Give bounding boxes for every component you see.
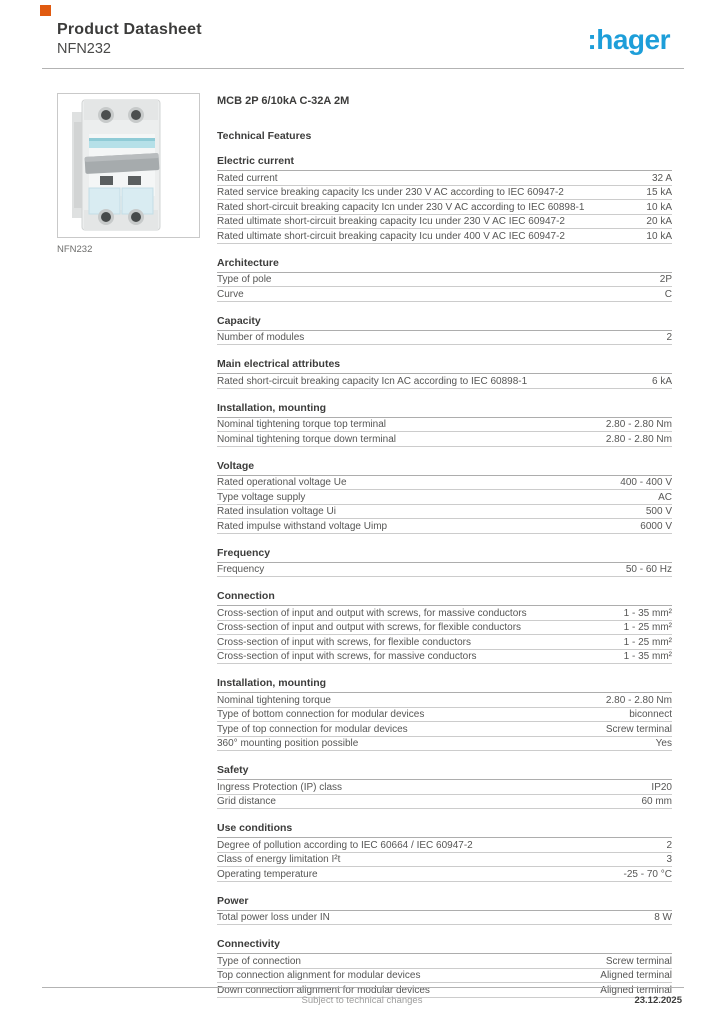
spec-label: Type of bottom connection for modular devices — [217, 709, 425, 720]
spec-row — [217, 273, 672, 288]
spec-label: Rated ultimate short-circuit breaking capacity Icu under 400 V AC IEC 60947-2 — [217, 230, 565, 242]
section-heading: Architecture — [217, 257, 672, 273]
spec-label: Class of energy limitation I²t — [217, 854, 341, 865]
spec-section — [217, 895, 672, 926]
section-heading: Use conditions — [217, 822, 672, 838]
spec-row — [217, 708, 672, 723]
spec-row — [217, 505, 672, 520]
spec-label: Rated impulse withstand voltage Uimp — [217, 520, 388, 532]
spec-label: Cross-section of input with screws, for flexible conductors — [217, 636, 471, 648]
spec-label: Type voltage supply — [217, 491, 306, 503]
product-image — [57, 93, 200, 238]
spec-label: Operating temperature — [217, 868, 318, 880]
section-heading: Electric current — [217, 155, 672, 171]
spec-section — [217, 547, 672, 578]
spec-row — [217, 331, 672, 346]
spec-row — [217, 418, 672, 433]
spec-row — [217, 954, 672, 969]
spec-row — [217, 606, 672, 621]
spec-label: Rated short-circuit breaking capacity Icn under 230 V AC according to IEC 60898-1 — [217, 201, 585, 213]
spec-section — [217, 590, 672, 664]
spec-value: 500 V — [645, 506, 672, 517]
section-rows — [217, 911, 672, 926]
spec-value: IP20 — [651, 781, 672, 793]
spec-row — [217, 186, 672, 201]
section-heading: Capacity — [217, 315, 672, 331]
section-rows — [217, 331, 672, 346]
page-title: Product Datasheet — [57, 21, 202, 38]
spec-label: Cross-section of input and output with screws, for flexible conductors — [217, 622, 522, 633]
product-title: MCB 2P 6/10kA C-32A 2M — [217, 95, 350, 107]
spec-label: Frequency — [217, 564, 265, 575]
spec-label: Degree of pollution according to IEC 60664 / IEC 60947-2 — [217, 839, 473, 851]
spec-section — [217, 402, 672, 447]
spec-value: 60 mm — [641, 796, 672, 807]
spec-row — [217, 621, 672, 636]
spec-row — [217, 200, 672, 215]
footer-divider — [42, 987, 684, 988]
spec-row — [217, 969, 672, 984]
spec-value: 3 — [666, 854, 672, 865]
spec-row — [217, 853, 672, 868]
spec-value: C — [664, 288, 672, 300]
spec-label: Top connection alignment for modular devices — [217, 970, 421, 981]
spec-label: Curve — [217, 288, 244, 300]
section-rows — [217, 563, 672, 578]
section-heading: Connectivity — [217, 938, 672, 954]
spec-row — [217, 432, 672, 447]
spec-value: 1 - 35 mm² — [623, 651, 672, 662]
corner-marker — [40, 5, 51, 16]
spec-row — [217, 519, 672, 534]
spec-value: Screw terminal — [605, 955, 672, 967]
spec-row — [217, 287, 672, 302]
spec-value: 2.80 - 2.80 Nm — [605, 694, 672, 706]
spec-row — [217, 693, 672, 708]
spec-section — [217, 677, 672, 751]
mcb-breaker-illustration — [58, 94, 199, 237]
spec-section — [217, 822, 672, 882]
spec-value: 2P — [659, 274, 672, 285]
spec-value: 15 kA — [646, 187, 672, 198]
spec-row — [217, 867, 672, 882]
section-heading: Frequency — [217, 547, 672, 563]
spec-section — [217, 358, 672, 389]
spec-section — [217, 315, 672, 346]
section-rows — [217, 838, 672, 882]
spec-row — [217, 650, 672, 665]
spec-label: Nominal tightening torque top terminal — [217, 419, 386, 430]
spec-value: 6000 V — [640, 520, 672, 532]
section-heading: Power — [217, 895, 672, 911]
spec-section — [217, 257, 672, 302]
spec-row — [217, 171, 672, 186]
product-image-caption: NFN232 — [57, 244, 93, 255]
spec-value: 1 - 35 mm² — [623, 607, 672, 619]
section-rows — [217, 606, 672, 664]
section-heading: Voltage — [217, 460, 672, 476]
spec-label: Rated current — [217, 172, 278, 184]
spec-label: Type of pole — [217, 274, 272, 285]
spec-label: Type of connection — [217, 955, 301, 967]
spec-label: Rated operational voltage Ue — [217, 477, 347, 488]
spec-value: -25 - 70 °C — [623, 868, 672, 880]
spec-section — [217, 155, 672, 244]
spec-label: Rated ultimate short-circuit breaking capacity Icu under 230 V AC IEC 60947-2 — [217, 216, 565, 227]
spec-value: Aligned terminal — [600, 970, 672, 981]
section-heading: Installation, mounting — [217, 677, 672, 693]
section-rows — [217, 780, 672, 809]
section-rows — [217, 693, 672, 751]
spec-label: Nominal tightening torque — [217, 694, 331, 706]
spec-section — [217, 938, 672, 998]
spec-value: 8 W — [654, 912, 672, 923]
spec-label: Down connection alignment for modular devices — [217, 984, 430, 996]
section-heading: Main electrical attributes — [217, 358, 672, 374]
hager-logo: :hager — [587, 24, 670, 55]
spec-label: Rated service breaking capacity Ics under 230 V AC according to IEC 60947-2 — [217, 187, 564, 198]
section-heading: Safety — [217, 764, 672, 780]
spec-value: 6 kA — [651, 375, 672, 387]
footer-date: 23.12.2025 — [634, 995, 682, 1006]
spec-value: 2.80 - 2.80 Nm — [605, 419, 672, 430]
spec-label: Number of modules — [217, 332, 305, 343]
spec-value: 10 kA — [646, 201, 672, 213]
spec-value: 1 - 25 mm² — [623, 636, 672, 648]
spec-row — [217, 229, 672, 244]
technical-features-heading: Technical Features — [217, 130, 312, 142]
section-rows — [217, 171, 672, 244]
spec-section — [217, 764, 672, 809]
page-subtitle: NFN232 — [57, 41, 111, 57]
spec-row — [217, 838, 672, 853]
spec-row — [217, 476, 672, 491]
spec-value: Screw terminal — [605, 723, 672, 735]
section-rows — [217, 273, 672, 302]
spec-value: 1 - 25 mm² — [623, 622, 672, 633]
spec-value: 50 - 60 Hz — [625, 564, 672, 575]
section-rows — [217, 476, 672, 534]
spec-value: 2 — [666, 839, 672, 851]
spec-value: 2 — [666, 332, 672, 343]
specs-column — [217, 95, 672, 998]
spec-row — [217, 563, 672, 578]
spec-value: 20 kA — [646, 216, 672, 227]
spec-value: Aligned terminal — [600, 984, 672, 996]
spec-row — [217, 374, 672, 389]
spec-label: Cross-section of input with screws, for massive conductors — [217, 651, 477, 662]
spec-section — [217, 460, 672, 534]
section-rows — [217, 954, 672, 998]
section-heading: Connection — [217, 590, 672, 606]
spec-value: Yes — [655, 738, 672, 749]
spec-row — [217, 795, 672, 810]
spec-value: 32 A — [651, 172, 672, 184]
spec-row — [217, 722, 672, 737]
section-heading: Installation, mounting — [217, 402, 672, 418]
spec-row — [217, 780, 672, 795]
spec-row — [217, 215, 672, 230]
spec-row — [217, 635, 672, 650]
section-rows — [217, 418, 672, 447]
footer-note: Subject to technical changes — [301, 995, 423, 1006]
spec-row — [217, 737, 672, 752]
spec-value: 2.80 - 2.80 Nm — [605, 433, 672, 445]
spec-label: Nominal tightening torque down terminal — [217, 433, 396, 445]
spec-value: AC — [658, 491, 672, 503]
spec-label: Rated insulation voltage Ui — [217, 506, 336, 517]
spec-row — [217, 911, 672, 926]
spec-label: Cross-section of input and output with screws, for massive conductors — [217, 607, 527, 619]
spec-label: Grid distance — [217, 796, 276, 807]
section-rows — [217, 374, 672, 389]
spec-value: 10 kA — [646, 230, 672, 242]
spec-row — [217, 490, 672, 505]
spec-label: Type of top connection for modular devices — [217, 723, 408, 735]
spec-value: biconnect — [629, 709, 672, 720]
spec-value: 400 - 400 V — [620, 477, 672, 488]
spec-sections — [217, 155, 672, 998]
spec-label: Total power loss under IN — [217, 912, 330, 923]
spec-label: Ingress Protection (IP) class — [217, 781, 343, 793]
header-divider — [42, 68, 684, 69]
spec-label: Rated short-circuit breaking capacity Icn AC according to IEC 60898-1 — [217, 375, 528, 387]
spec-label: 360° mounting position possible — [217, 738, 359, 749]
